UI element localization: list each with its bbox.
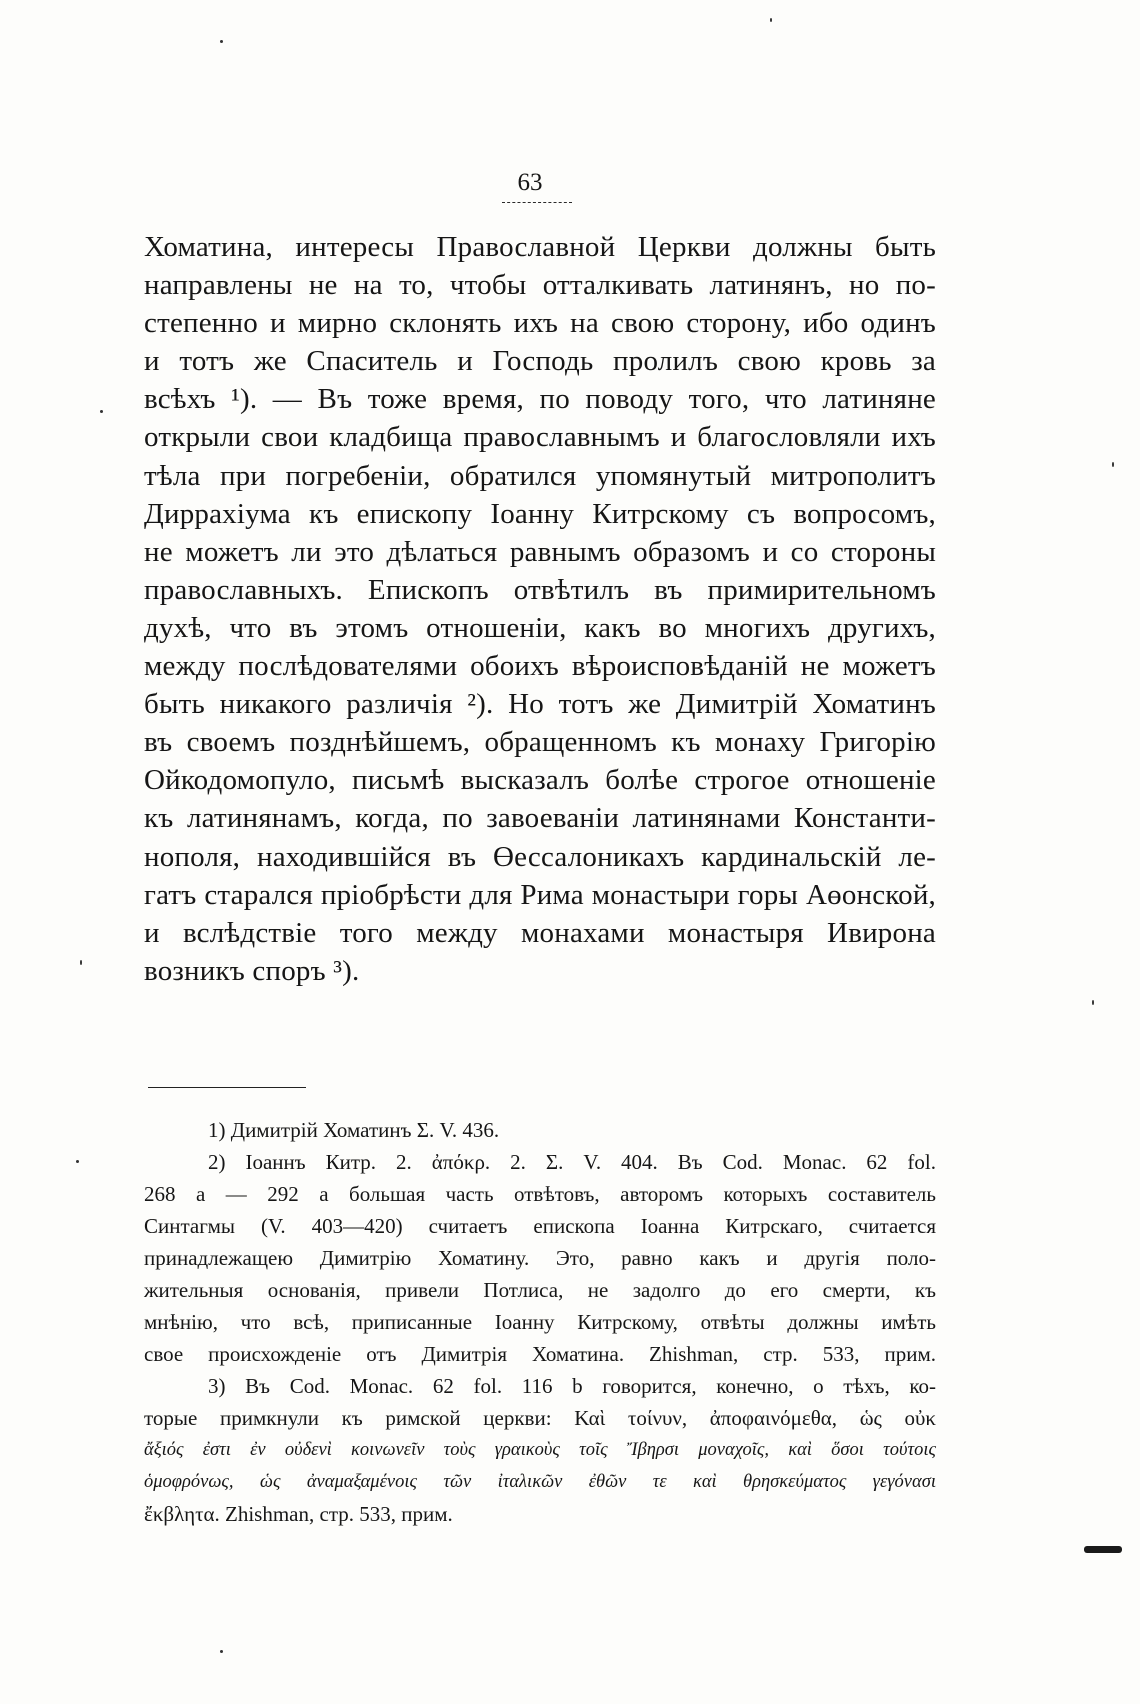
text-line: нополя, находившiйся въ Өессалоникахъ кардинальскiй ле- (144, 840, 936, 873)
scan-speck (220, 1650, 223, 1653)
text-line: возникъ споръ ³). (144, 954, 360, 987)
main-text (144, 228, 936, 990)
footnote-line: торые примкнули къ римской церкви: Καὶ τοίνυν, ἀποφαινόμεθα, ὡς οὐκ (144, 1406, 936, 1430)
scan-speck (1092, 1000, 1094, 1005)
text-line: открыли свои кладбища православнымъ и благословляли ихъ (144, 421, 936, 454)
text-line: не можетъ ли это дѣлаться равнымъ образомъ и со стороны (144, 535, 936, 568)
scan-speck (1112, 462, 1114, 467)
text-line: къ латинянамъ, когда, по завоеванiи латинянами Константи- (144, 802, 936, 835)
scan-speck (220, 40, 223, 43)
footnote-line: 268 a — 292 a большая часть отвѣтовъ, авторомъ которыхъ составитель (144, 1182, 936, 1206)
text-line: Ойкодомопуло, письмѣ высказалъ болѣе строгое отношенiе (144, 764, 936, 797)
footnote-separator (148, 1087, 306, 1088)
text-line: Диррахiума къ епископу Iоанну Китрскому съ вопросомъ, (144, 497, 936, 530)
footnote-line: свое происхожденiе отъ Димитрiя Хоматина. Zhishman, стр. 533, прим. (144, 1342, 936, 1366)
footnotes (144, 1114, 936, 1530)
text-line: степенно и мирно склонять ихъ на свою сторону, ибо одинъ (144, 307, 936, 340)
scan-speck (100, 410, 103, 413)
text-line: Хоматина, интересы Православной Церкви должны быть (144, 231, 936, 263)
footnote-line: мнѣнiю, что всѣ, приписанные Iоанну Китрскому, отвѣты должны имѣть (144, 1310, 936, 1334)
text-line: быть никакого различiя ²). Но тотъ же Димитрiй Хоматинъ (144, 688, 936, 721)
header-rule (502, 202, 572, 203)
footnote-line: ὁμοφρόνως, ὡς ἀναμαξαμένοις τῶν ἰταλικῶν ἐθῶν τε καὶ θρησκεύματος γεγόνασι (144, 1472, 936, 1492)
footnote-line: жительныя основанiя, привели Потлиса, не задолго до его смерти, къ (144, 1278, 936, 1302)
scan-speck (80, 960, 82, 965)
text-line: въ своемъ позднѣйшемъ, обращенномъ къ монаху Григорiю (144, 726, 936, 759)
text-line: гатъ старался прiобрѣсти для Рима монастыри горы Аөонской, (144, 878, 936, 911)
footnote-line: 3) Въ Cod. Monac. 62 fol. 116 b говорится, конечно, о тѣхъ, ко- (208, 1374, 936, 1398)
footnote-line: 2) Iоаннъ Китр. 2. ἀπόκρ. 2. Σ. V. 404. Въ Cod. Monac. 62 fol. (208, 1150, 936, 1174)
text-line: и вслѣдствiе того между монахами монастыря Ивирона (144, 916, 936, 949)
text-line: всѣхъ ¹). — Въ тоже время, по поводу того, что латиняне (144, 383, 936, 416)
footnote-line: ἔκβλητα. Zhishman, стр. 533, прим. (144, 1502, 453, 1526)
scan-edge-mark (1084, 1546, 1122, 1553)
footnote-line: Синтагмы (V. 403—420) считаетъ епископа Iоанна Китрскаго, считается (144, 1214, 936, 1238)
text-line: направлены не на то, чтобы отталкивать латинянъ, но по- (144, 269, 936, 302)
text-line: между послѣдователями обоихъ вѣроисповѣданiй не можетъ (144, 650, 936, 683)
scan-speck (770, 18, 772, 22)
text-line: тѣла при погребенiи, обратился упомянутый митрополитъ (144, 459, 936, 492)
text-line: православныхъ. Епископъ отвѣтилъ въ примирительномъ (144, 573, 936, 606)
text-line: и тотъ же Спаситель и Господь пролилъ свою кровь за (144, 345, 936, 378)
footnote-line: ἄξιός ἐστι ἐν οὐδενὶ κοινωνεῖν τοὺς γραικοὺς τοῖς Ἴβηρσι μοναχοῖς, καὶ ὅσοι τούτοις (144, 1440, 936, 1460)
text-line: духѣ, что въ этомъ отношенiи, какъ во многихъ другихъ, (144, 611, 936, 644)
footnote-line: принадлежащею Димитрiю Хоматину. Это, равно какъ и другiя поло- (144, 1246, 936, 1270)
page-number: 63 (517, 169, 543, 196)
scan-speck (76, 1160, 79, 1163)
footnote-line: 1) Димитрiй Хоматинъ Σ. V. 436. (208, 1118, 500, 1142)
